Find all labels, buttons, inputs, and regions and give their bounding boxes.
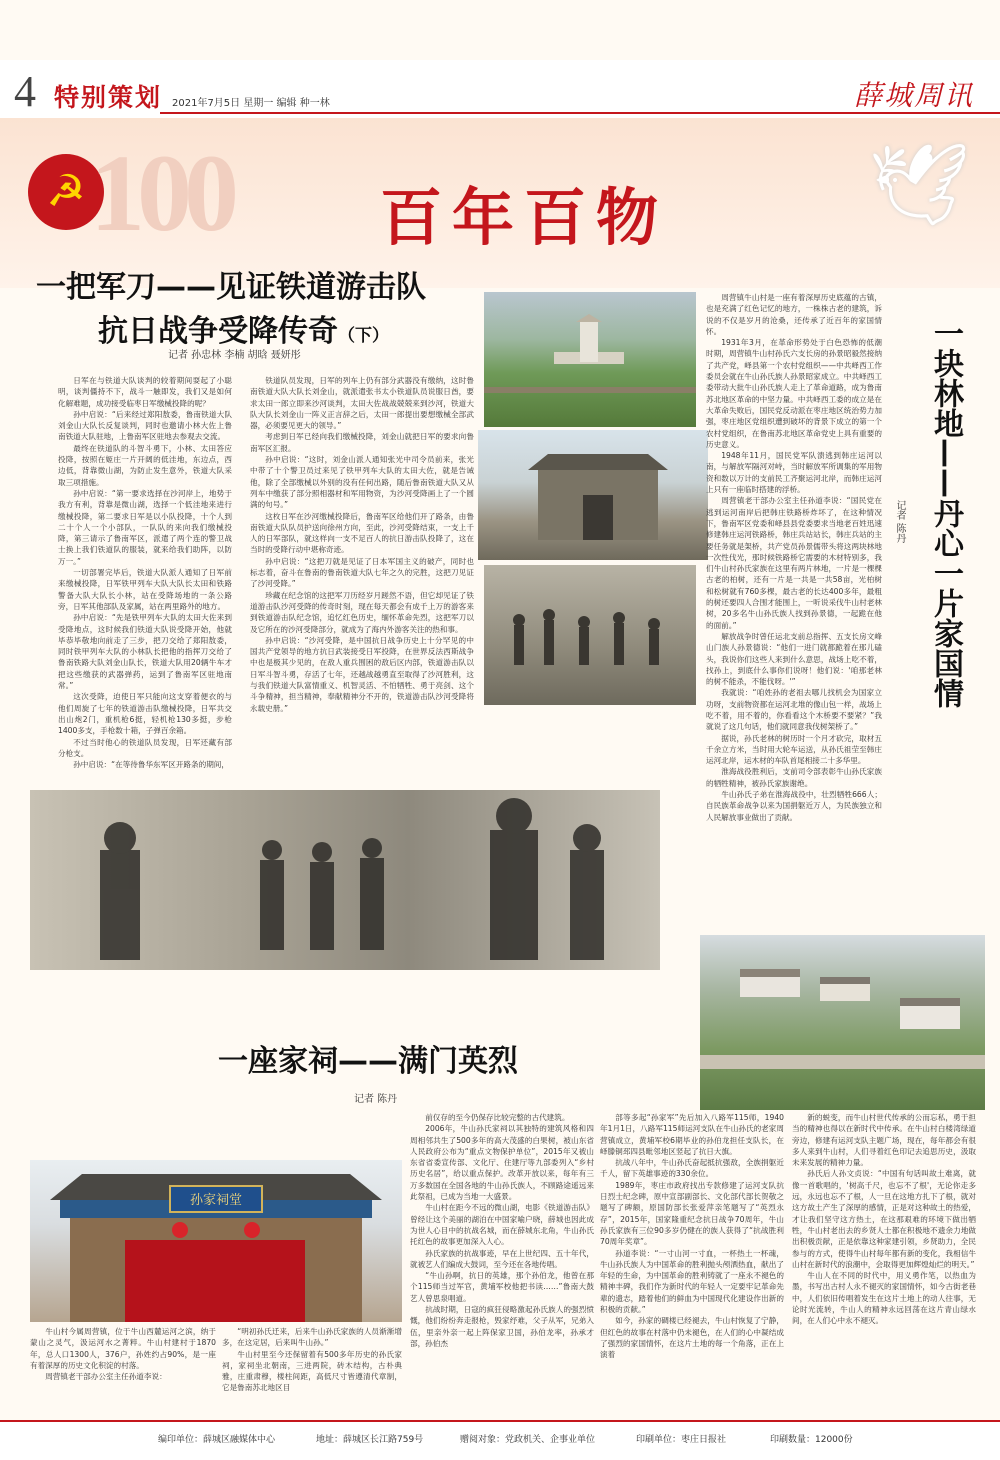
article2-byline: 记者 陈丹 [894, 500, 905, 544]
article2-title: 一块林地——丹心一片家国情 [928, 318, 963, 708]
masthead-logo: 薛城周讯 [853, 79, 974, 112]
party-emblem-icon: ☭ [28, 154, 104, 230]
footer-printer: 印刷单位：枣庄日报社 [636, 1435, 727, 1445]
banner-title: 百年百物 [380, 181, 669, 254]
article2-column: 周营镇牛山村是一座有着深厚历史底蕴的古镇，也是充满了红色记忆的地方，一株株古老的建筑，诉说的不仅是岁月的沧桑，还传承了近百年的家国情怀。 1931年3月，在革命形势处于白色恐怖的低潮时期，周营镇牛山村孙氏六支长房的孙景昭毅然接纳了共产党，峄县第一个农村党组织——中共峄西工作委员会就在牛山孙氏族人孙景昭家成立。中共峄西工委带动大批牛山孙氏族人走上了革命道路，成为鲁南苏北地区革命的中坚力量。中共峄西工委的成立是在大革命失败后，国民党反动派在枣庄地区统治势力加强，枣庄地区党组织遭到破坏的背景下成立的第一个农村党组织，在鲁南苏北地区革命党史上具有重要的历史意义。 1948年11月，国民党军队溃逃到韩庄运河以南，与解放军隔河对峙，当时解放军所调集的军用物资和数以万计的支前民工齐聚运河北岸，而韩庄运河上只有一座临时搭建的浮桥。 周营镇老干部办公室主任孙道李说：“国民党在逃到运河南岸后把韩庄铁路桥炸坏了，在这种情况下，鲁南军区党委和峄县县党委要求当地老百姓迅速修建韩庄运河铁路桥，韩庄兵站站长，韩庄兵站的主要任务就是架桥，共产党员孙景儒带头将这两块林地一次性伐光，那时候铁路桥它需要的木材特别多，我们牛山村孙氏家族在这里有两片林地，一片是一棵棵古老的柏树，还有一片是一共是一共58亩，光柏树和松树就有760多棵，最古老的长达400多年，最粗的树还要四人合围才能围上，一听说采伐牛山村老林树，20多名牛山孙氏族人找到孙景德，一起跪在他的面前。” 解放战争时曾任运北支前总指挥、五支长房文峰山门族人孙景德说：“他们一进门就都跪着在那儿磕头，我说你们这些人来到什么意思，战场上吃不着，找孙上，到底什么事你们说呀！他们说：'咱那老林的树不能杀，不能伐呀。'” 我就说：“咱姓孙的老祖去哪儿找机会为国家立功呀，支前物资都在运河北堆的像山包一样，战场上吃不着，用不着的，你看看这个木桥要不要紧？”我就说了这几句话，他们就同意我伐树架桥了。” 据说，孙氏老林的树历时一个月才砍完，取材五千余立方米，当时用大轮车运送，从孙氏祖茔至韩庄运河北岸，运木材的车队首尾相接二十多华里。 淮海战役胜利后，支前司令部表彰牛山孙氏家族的牺牲精神，被孙氏家族谢绝。 牛山孙氏子弟在淮海战役中，壮烈牺牲666人；自民族革命战争以来为国捐躯近万人，为民族独立和人民解放事业做出了贡献。 [706, 293, 882, 822]
article1-title-line2: 抗日战争受降传奇（下） [98, 314, 389, 349]
footer-audience: 赠阅对象：党政机关、企事业单位 [460, 1435, 596, 1445]
header-rule [160, 112, 1000, 114]
article3-column-1: “明初孙氏迁来，后来牛山孙氏家族的人员渐渐增多，在这定居，后来叫牛山孙。” 牛山村里至今还保留着有500多年历史的孙氏家祠，家祠坐北朝南，三进两院，砖木结构，古朴典雅，庄重肃穆，楼柱间距，高低尺寸皆遵清代章制，它是鲁南苏北地区目 [222, 1327, 402, 1393]
banner-100: 100 [90, 132, 231, 254]
article1-column-2: 铁道队员发现，日军的列车上仍有部分武器没有缴纳，这时鲁南铁道大队大队长刘金山，就派遣张书太小铁道队员说服日酋，要求太田一郎立即来沙河谈判，太田大佐战战兢兢来到沙河，铁道大队大队长刘金山一阵义正言辞之后，太田一郎提出要想缴械全部武器，必须要见更大的领导。” 考虑到日军已经向我们缴械投降，刘金山就把日军的要求向鲁南军区汇报。 孙中启说：“这时，刘金山派人通知张光中司令员前来，张光中带了十个警卫员过来见了铁甲列车大队的太田大佐，就是告诫他，除了全部缴械以外别的没有任何出路，随后鲁南铁道大队又从列车中缴获了部分照相器材和军用物资，为沙河受降画上了一个圆满的句号。” 这枚日军在沙河缴械投降后，鲁南军区给他们开了路条，由鲁南铁道大队队员护送向徐州方向，至此，沙河受降结束，一支上千人的日军部队，就这样向一支不足百人的抗日游击队投降了，这在当时的受降行动中堪称奇迹。 孙中启说：“这把刀就是见证了日本军国主义的破产，同时也标志着，奋斗在鲁南的鲁南铁道大队七年之久的完胜，这把刀见证了沙河受降。” 珍藏在纪念馆的这把军刀历经岁月蹉然不语，但它却见证了铁道游击队沙河受降的传奇时刻，现在每天都会有成千上万的游客来到铁道游击队纪念馆，追忆红色历史，缅怀革命先烈，这把军刀以及它所在的沙河受降部分，就成为了海内外游客关注的热和事。 孙中启说：“沙河受降，是中国抗日战争历史上十分罕见的中国共产党领导的地方抗日武装接受日军投降，在世界反法西斯战争中也是极其少见的，在敌人重兵围困的敌后区内部，铁道游击队以日军斗智斗勇，存活了七年，还越战越勇直至取得了沙河胜利，这与我们铁道大队富情重义、机智灵活、不怕牺牲、勇于亮剑、这个斗争精神，担当精神，奉献精神分不开的，铁道游击队沙河受降将永载史册。” [250, 376, 474, 713]
article3-byline: 记者 陈丹 [354, 1094, 398, 1105]
page-footer [0, 1420, 1000, 1460]
article3-title: 一座家祠——满门英烈 [218, 1044, 518, 1079]
page-header [0, 60, 1000, 118]
village-aerial-photo [700, 935, 985, 1110]
article1-column-1: 日军在与铁道大队谈判的较着期间耍起了小聪明，谈判僵持不下，战斗一触即发，我们又是如何化解难题，成功接受临枣日军缴械投降的呢？ 孙中启说：“后来经过郑阳敖委，鲁南铁道大队刘金山大队长反复谈判，同时也邀请小林大佐上鲁南铁道大队驻地，上鲁南军区驻地去参观去交流。 最终在铁道队的斗智斗勇下，小林、太田答应投降，按照在姬庄一片开阔的低洼地，东边点，西边低，背靠微山湖，为防止发生意外，铁道大队采取三项措施。 孙中启说：“第一要求选择在沙河岸上，地势于我方有利，背靠是微山湖，选择一个低洼地来进行缴械投降，第二要求日军是以小队投降，十个人到二十个人一个小部队，一队队的来向我们缴械投降，第三请示了鲁南军区，派遣了两个连的警卫战士换上我们铁道队的服装，就来给我们助阵，以防万一。” 一切部署完毕后，铁道大队派人通知了日军前来缴械投降，日军铁甲列车大队大队长太田和铁路警备大队大队长小林，站在受降场地的一条公路旁，日军其他部队及家属，站在两里路外的地方。 孙中启说：“先是铁甲列车大队的太田大佐来到受降地点，这时候我们铁道大队说受降开始，他就毕恭毕敬地向前走了三步，把刀交给了郑阳敖委，同时铁甲列车大队的小林队长把他的指挥刀交给了鲁南铁路大队刘金山队长，铁道大队用20辆牛车才把这些缴获的武器弹药，运到了鲁南军区驻地南常。” 这次受降，迫使日军只能向这支穿着便衣的与他们周旋了七年的铁道游击队缴械投降，日军共交出山炮2门，重机枪6挺，轻机枪130多挺，步枪1400多支，手枪数十箱，子弹百余箱。 不过当时他心的铁道队员发现，日军还藏有部分枪支。 孙中启说：“在等待鲁华东军区开路条的期间， [58, 376, 232, 770]
memorial-park-photo [484, 292, 696, 427]
article1-title-line1: 一把军刀——见证铁道游击队 [36, 270, 426, 305]
troops-photo [484, 565, 696, 705]
footer-circulation: 印刷数量：12000份 [770, 1435, 853, 1445]
article3-column-2: 前仅存的至今仍保存比较完整的古代建筑。 2006年，牛山孙氏家祠以其独特的建筑风格和四周相邻共生了500多年的高大茂盛的白果树，被山东省人民政府公布为“重点文物保护单位”，2015年又被山东省省委宣传部、文化厅、住建厅等九部委列入“乡村历史名居”，给以重点保护。改革开放以来，每年有三万多数国在全国各地的牛山孙氏族人，不顾路途遥远来此祭祖，已成为当地一大盛景。 牛山村在距今不远的微山湖，电影《铁道游击队》曾经让这个美丽的湖泊在中国家喻户晓，薛城也因此成为世人心目中的抗战名城，而在薛城东北角，牛山孙氏托红色的故事更加深入人心。 孙氏家族的抗战事迹，早在上世纪四、五十年代，就被艺人们编成大鼓词，至今还在各地传唱。 “牛山孙啊，抗日的英雄，那个孙伯龙，他曾在那个115师当过军官，黄埔军校他把书读……”鲁南大鼓艺人曾思泉唱道。 抗战时期，日寇的疯狂侵略激起孙氏族人的强烈愤慨，他们纷纷奔走报枪，毁家纾难，父子从军，兄弟入伍，里亲外亲一起上阵保家卫国，孙伯龙率，孙承才部，孙伯杰 [410, 1113, 594, 1348]
dove-icon: 🕊 [868, 138, 970, 231]
date-line: 2021年7月5日 星期一 编辑 种一林 [172, 98, 330, 109]
section-title: 特别策划 [54, 83, 163, 112]
page-number: 4 [14, 67, 36, 116]
article3-column-4: 新的蜕变，而牛山村世代传承的公而忘私，勇于担当的精神也得以在新时代中传承。在牛山村白楼湾绿道旁边，修建有运河支队主题广场，现在，每年都会有很多人来到牛山村，人们寻着红色印记去追思历史，汲取未来发展的精神力量。 孙氏后人孙文贞说：“中国有句话叫故土难离，就像一首歌唱的，'树高千尺，也忘不了根'，无论你走多远，永远也忘不了根，人一旦在这地方扎下了根，就对这方故土产生了深厚的感情，正是对这种故土的热爱，才让我们坚守这方热土，在这那艰难的环境下做出牺牲，牛山村老出去的乡贤人士都在积极地不遗余力地做出积极贡献，正是依靠这种家建引领，乡贤助力，全民参与的方式，使得牛山村每年都有新的变化，我相信牛山村在新时代的浪潮中，会取得更加辉煌灿烂的明天。” 牛山人在不同的时代中，用义勇作笔，以热血为墨，书写出古村人永不褪灭的家国情怀，如今古街老巷中，人们依旧传唱着发生在这片土地上的动人往事，无论时光流转，牛山人的精神永远回荡在这片青山绿水间，在人们心中永不褪灭。 [792, 1113, 976, 1326]
footer-address: 地址：薛城区长江路759号 [316, 1435, 424, 1445]
article3-caption: 牛山村今属周营镇，位于牛山西麓运河之滨，纳于蒙山之灵气，汲运河水之菁粹。牛山村建村于1870年，总人口1300人，376户，孙姓约占90%，是一座有着深厚的历史文化积淀的村落。 周营镇老干部办公室主任孙道李说： [30, 1327, 216, 1382]
ancestral-hall-photo [30, 1160, 402, 1322]
stone-gate-photo [478, 430, 708, 560]
hall-plaque: 孙家祠堂 [189, 1193, 243, 1208]
article1-byline: 记者 孙忠林 李楠 胡晗 聂妍彤 [168, 350, 301, 361]
article3-column-3: 部等多起“孙家军”先后加入八路军115师，1940年1月1日，八路军115师运河支队在牛山孙氏的老家周营镇成立，黄埔军校6期毕业的孙伯龙担任支队长，在峄滕铜邳四县毗邻地区竖起了抗日大旗。 抗战八年中，牛山孙氏奋起抵抗强敌，全族捐躯近千人，留下英雄事迹的330余位。 1989年，枣庄市政府找出专款修建了运河支队抗日烈士纪念碑，原中宣部副部长、文化部代部长贺敬之题写了碑额，原国防部长张爱萍亲笔题写了“英烈永存”，2015年，国家隆重纪念抗日战争70周年，牛山孙氏家族有三位90多岁仍健在的族人获得了“抗战胜利70周年奖章”。 孙道李说：“一寸山河一寸血，一杯热土一杯魂，牛山孙氏族人为中国革命的胜利抛头颅洒热血，献出了年轻的生命，为中国革命的胜利铸就了一座永不褪色的精神丰碑，我们作为新时代的年轻人一定要牢记革命先辈的遗志，踏着他们的鲜血为中国现代化建设作出新的积极的贡献。” 如今，孙家的碉楼已经褪去，牛山村恢复了宁静，但红色的故事在村落中仍未褪色，在人们的心中凝结成了强烈的家国情怀，在这片土地的每一个角落，正在上演着 [600, 1113, 784, 1360]
surrender-photo [30, 790, 660, 970]
footer-publisher: 编印单位：薛城区融媒体中心 [158, 1435, 276, 1445]
